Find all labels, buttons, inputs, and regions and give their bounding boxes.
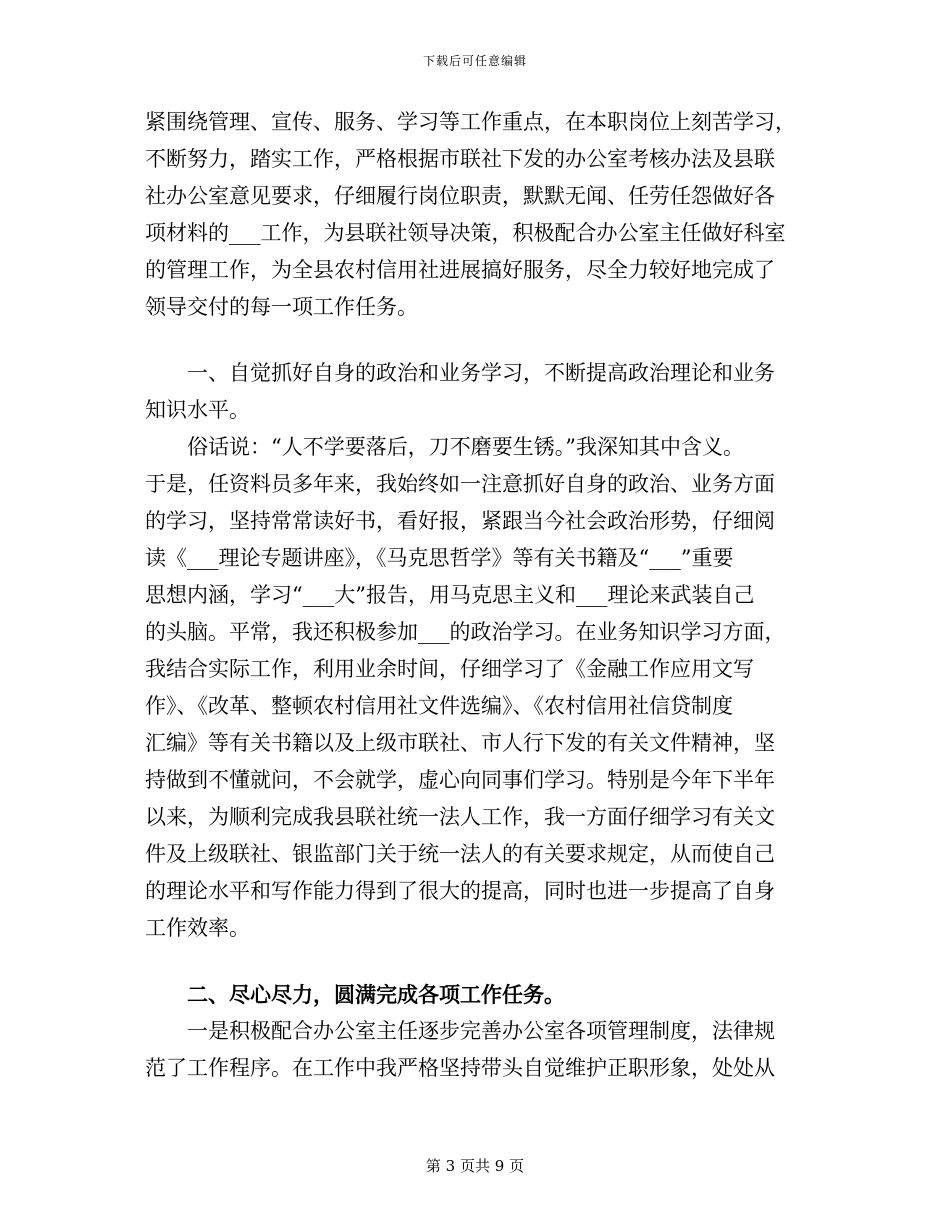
text-line: 知识水平。 <box>145 398 250 422</box>
section-2-heading <box>145 976 805 1013</box>
text-line: 的管理工作，为全县农村信用社进展搞好服务，尽全力较好地完成了 <box>145 258 775 282</box>
text-line: 一、自觉抓好自身的政治和业务学习，不断提高政治理论和业务 <box>187 361 775 385</box>
text-line: 的学习，坚持常常读好书，看好报，紧跟当今社会政治形势，仔细阅 <box>145 509 775 533</box>
paragraph-gap <box>145 326 805 355</box>
text-line: 领导交付的每一项工作任务。 <box>145 295 418 319</box>
text-line: 俗话说：“人不学要落后，刀不磨要生锈。”我深知其中含义。 <box>187 435 744 459</box>
text-line: 工作效率。 <box>145 916 250 940</box>
paragraph-2 <box>145 429 805 947</box>
text-line: 一是积极配合办公室主任逐步完善办公室各项管理制度，法律规 <box>187 1019 775 1043</box>
text-line: 紧围绕管理、宣传、服务、学习等工作重点，在本职岗位上刻苦学习， <box>145 110 796 134</box>
text-line: 于是，任资料员多年来，我始终如一注意抓好自身的政治、业务方面 <box>145 472 775 496</box>
text-line: 的理论水平和写作能力得到了很大的提高，同时也进一步提高了自身 <box>145 879 775 903</box>
text-line: 件及上级联社、银监部门关于统一法人的有关要求规定，从而使自己 <box>145 842 775 866</box>
text-line: 的头脑。平常，我还积极参加___的政治学习。在业务知识学习方面， <box>145 620 786 644</box>
text-line: 思想内涵，学习“___大”报告，用马克思主义和___理论来武装自己 <box>145 583 755 607</box>
text-line: 以来，为顺利完成我县联社统一法人工作，我一方面仔细学习有关文 <box>145 805 775 829</box>
text-line: 读《___理论专题讲座》，《马克思哲学》等有关书籍及“___”重要 <box>145 546 734 570</box>
text-line: 范了工作程序。在工作中我严格坚持带头自觉维护正职形象，处处从 <box>145 1056 775 1080</box>
text-line: 社办公室意见要求，仔细履行岗位职责，默默无闻、任劳任怨做好各 <box>145 184 775 208</box>
page-header: 下载后可任意编辑 <box>422 54 527 68</box>
text-line: 二、尽心尽力，圆满完成各项工作任务。 <box>187 982 565 1007</box>
text-line: 持做到不懂就问，不会就学，虚心向同事们学习。特别是今年下半年 <box>145 768 775 792</box>
text-line: 作》、《改革、整顿农村信用社文件选编》、《农村信用社信贷制度 <box>145 694 733 718</box>
paragraph-3 <box>145 1013 805 1087</box>
text-line: 不断努力，踏实工作，严格根据市联社下发的办公室考核办法及县联 <box>145 147 775 171</box>
text-line: 汇编》等有关书籍以及上级市联社、市人行下发的有关文件精神，坚 <box>145 731 775 755</box>
text-line: 项材料的___工作，为县联社领导决策，积极配合办公室主任做好科室 <box>145 221 786 245</box>
page-footer: 第 3 页共 9 页 <box>425 1157 525 1175</box>
section-1-heading <box>145 355 805 429</box>
text-line: 我结合实际工作，利用业余时间，仔细学习了《金融工作应用文写 <box>145 657 754 681</box>
paragraph-1 <box>145 104 805 326</box>
document-body <box>145 104 805 1087</box>
paragraph-gap <box>145 947 805 976</box>
